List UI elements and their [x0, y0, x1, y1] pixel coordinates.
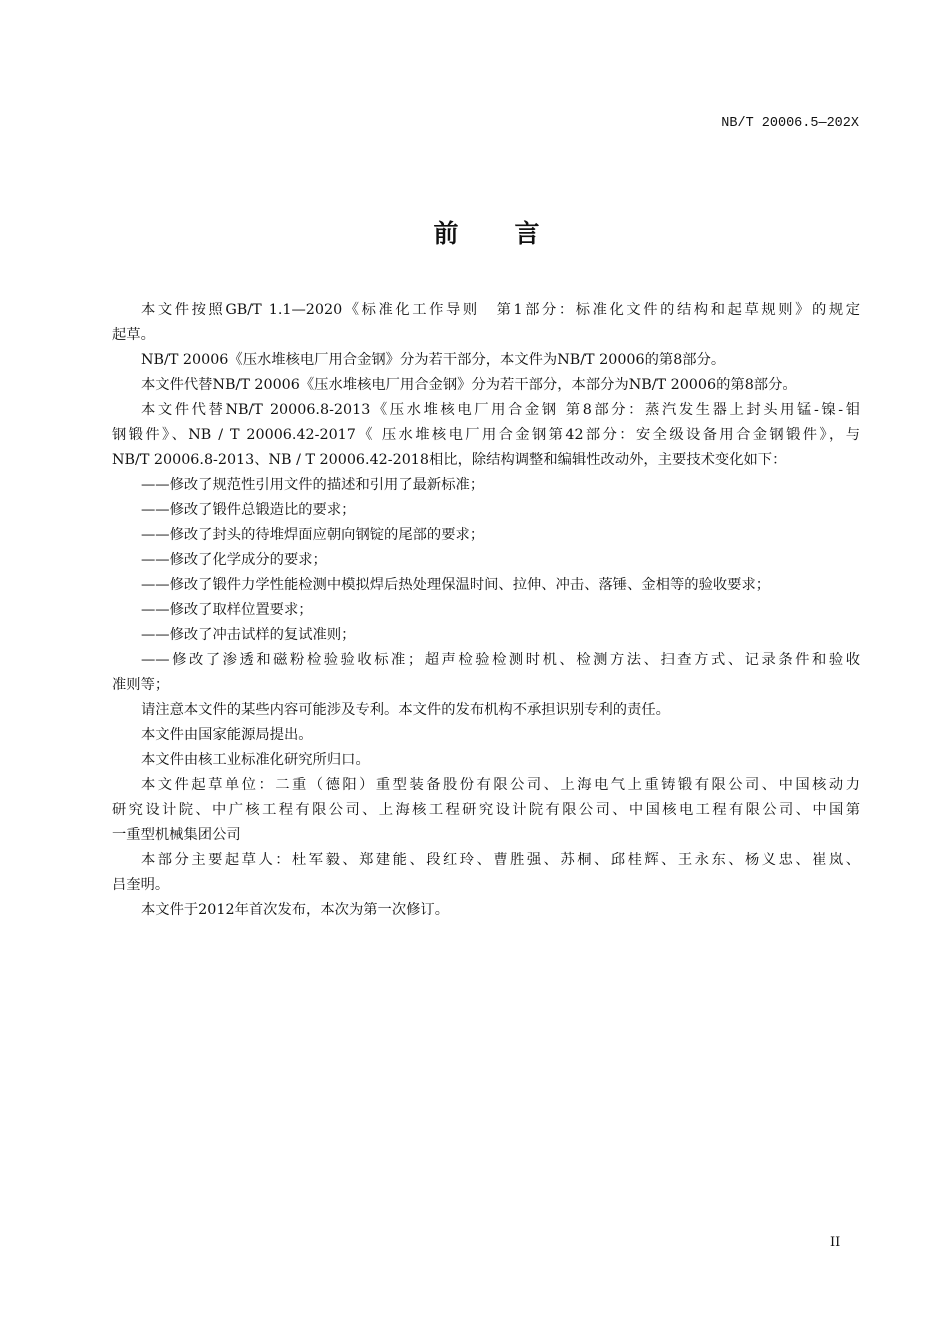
- foreword-body: [112, 298, 860, 923]
- paragraph: [112, 848, 860, 898]
- document-number-header: NB/T 20006.5—202X: [721, 116, 859, 131]
- paragraph: [112, 723, 860, 748]
- paragraph: [112, 398, 860, 473]
- text-line: ——修改了渗透和磁粉检验验收标准；超声检验检测时机、检测方法、扫查方式、记录条件和验收: [141, 652, 860, 668]
- paragraph: [112, 598, 860, 623]
- text-line: ——修改了化学成分的要求；: [141, 552, 327, 568]
- text-line: 本部分主要起草人：杜军毅、郑建能、段红玲、曹胜强、苏桐、邱桂辉、王永东、杨义忠、崔岚、: [141, 852, 860, 868]
- paragraph: [112, 898, 860, 923]
- paragraph: [112, 498, 860, 523]
- text-line: 准则等；: [112, 677, 170, 693]
- paragraph: [112, 773, 860, 848]
- text-line: 本文件代替NB/T 20006.8-2013《压水堆核电厂用合金钢 第8部分：蒸汽发生器上封头用锰-镍-钼: [141, 402, 860, 418]
- text-line: ——修改了锻件总锻造比的要求；: [141, 502, 356, 518]
- text-line: NB/T 20006.8-2013、NB / T 20006.42-2018相比，除结构调整和编辑性改动外，主要技术变化如下：: [112, 452, 787, 468]
- paragraph: [112, 298, 860, 348]
- paragraph: [112, 548, 860, 573]
- text-line: 一重型机械集团公司: [112, 827, 241, 843]
- paragraph: [112, 473, 860, 498]
- text-line: 本文件按照GB/T 1.1—2020《标准化工作导则 第1部分：标准化文件的结构和起草规则》的规定: [141, 302, 860, 318]
- paragraph: [112, 698, 860, 723]
- page-number: II: [830, 1235, 841, 1250]
- text-line: ——修改了取样位置要求；: [141, 602, 313, 618]
- text-line: 请注意本文件的某些内容可能涉及专利。本文件的发布机构不承担识别专利的责任。: [141, 702, 670, 718]
- text-line: 本文件于2012年首次发布，本次为第一次修订。: [141, 902, 450, 918]
- text-line: 本文件由核工业标准化研究所归口。: [141, 752, 370, 768]
- text-line: 本文件代替NB/T 20006《压水堆核电厂用合金钢》分为若干部分，本部分为NB/T 20006的第8部分。: [141, 377, 797, 393]
- paragraph: [112, 523, 860, 548]
- text-line: NB/T 20006《压水堆核电厂用合金钢》分为若干部分，本文件为NB/T 20006的第8部分。: [141, 352, 726, 368]
- paragraph: [112, 573, 860, 598]
- paragraph: [112, 748, 860, 773]
- text-line: 本文件起草单位：二重（德阳）重型装备股份有限公司、上海电气上重铸锻有限公司、中国核动力: [141, 777, 860, 793]
- text-line: 研究设计院、中广核工程有限公司、上海核工程研究设计院有限公司、中国核电工程有限公司、中国第: [112, 802, 860, 818]
- paragraph: [112, 373, 860, 398]
- text-line: 本文件由国家能源局提出。: [141, 727, 313, 743]
- text-line: 吕奎明。: [112, 877, 170, 893]
- paragraph: [112, 623, 860, 648]
- paragraph: [112, 348, 860, 373]
- paragraph: [112, 648, 860, 698]
- text-line: ——修改了规范性引用文件的描述和引用了最新标准；: [141, 477, 485, 493]
- text-line: 钢锻件》、NB / T 20006.42-2017《 压水堆核电厂用合金钢第42部分：安全级设备用合金钢锻件》，与: [112, 427, 860, 443]
- text-line: ——修改了冲击试样的复试准则；: [141, 627, 356, 643]
- text-line: ——修改了锻件力学性能检测中模拟焊后热处理保温时间、拉伸、冲击、落锤、金相等的验收要求；: [141, 577, 771, 593]
- text-line: 起草。: [112, 327, 155, 343]
- text-line: ——修改了封头的待堆焊面应朝向钢锭的尾部的要求；: [141, 527, 485, 543]
- page-title: 前 言: [433, 219, 542, 248]
